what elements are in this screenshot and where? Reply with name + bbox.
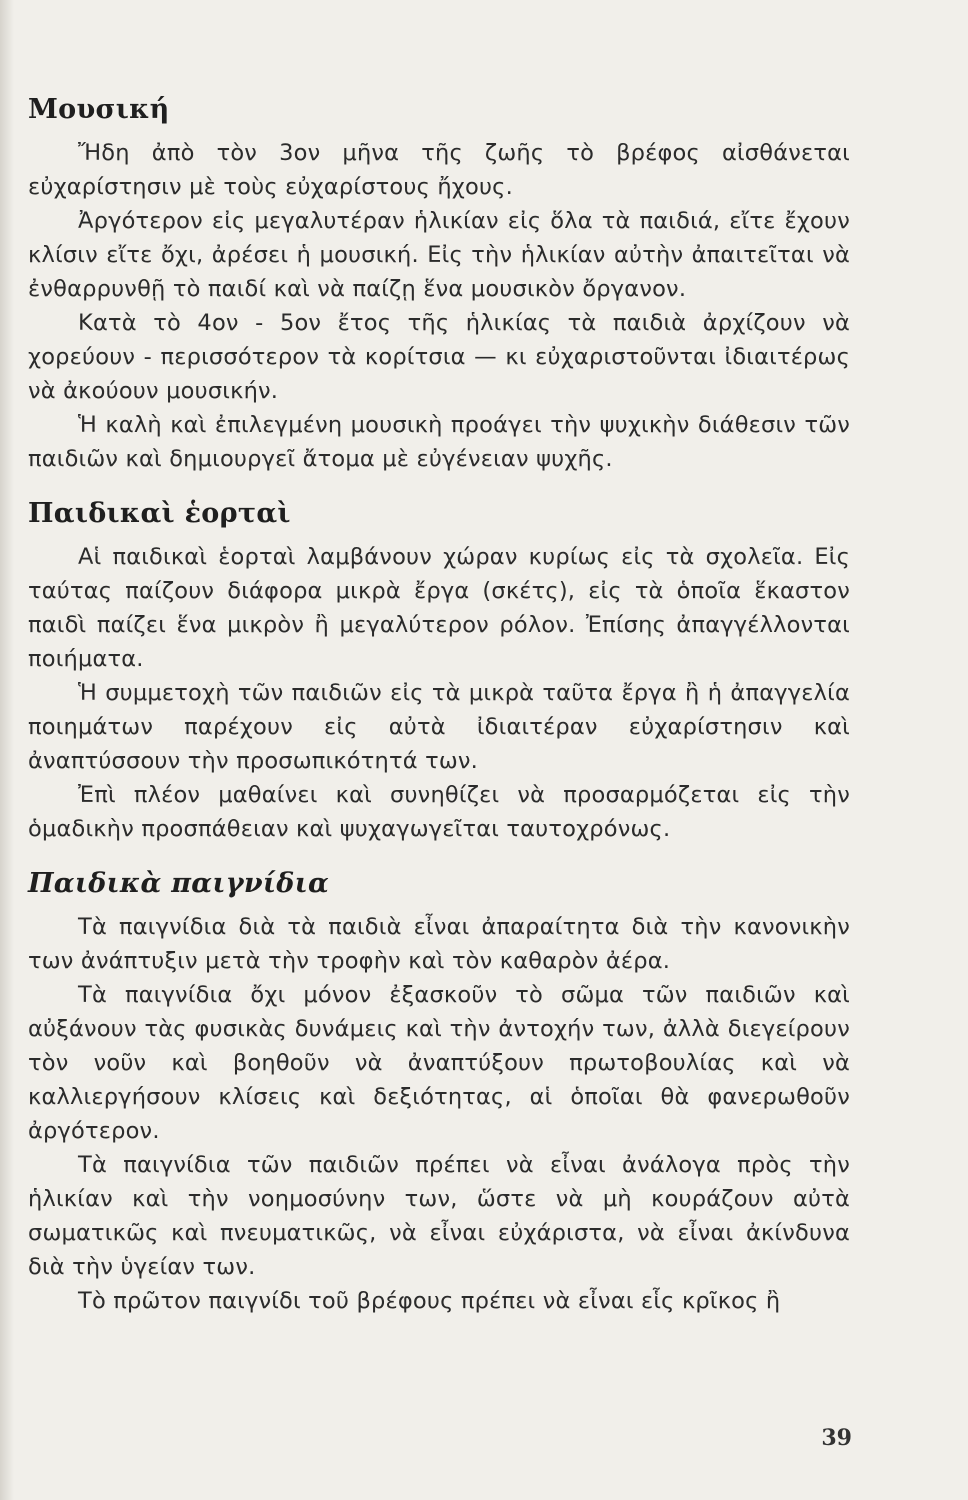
section-childrens-celebrations	[28, 496, 850, 846]
page-binding-shadow	[0, 0, 14, 1500]
section-childrens-games	[28, 866, 850, 1318]
page-number: 39	[821, 1425, 852, 1451]
page-body	[28, 92, 850, 1338]
paragraph: Ἡ καλὴ καὶ ἐπιλεγμένη μουσικὴ προάγει τὴν ψυχικὴν διάθεσιν τῶν παιδιῶν καὶ δημιουργεῖ ἄτομα μὲ εὐγένειαν ψυχῆς.	[28, 412, 850, 472]
paragraph: Ἤδη ἀπὸ τὸν 3ον μῆνα τῆς ζωῆς τὸ βρέφος αἰσθάνεται εὐχαρίστησιν μὲ τοὺς εὐχαρίστους ἤχους.	[28, 140, 850, 200]
paragraph: Τὸ πρῶτον παιγνίδι τοῦ βρέφους πρέπει νὰ εἶναι εἷς κρῖκος ἢ	[78, 1288, 781, 1314]
paragraph: Τὰ παιγνίδια διὰ τὰ παιδιὰ εἶναι ἀπαραίτητα διὰ τὴν κανονικὴν των ἀνάπτυξιν μετὰ τὴν τροφὴν καὶ τὸν καθαρὸν ἀέρα.	[28, 914, 850, 974]
section-music	[28, 92, 850, 476]
paragraph: Ἐπὶ πλέον μαθαίνει καὶ συνηθίζει νὰ προσαρμόζεται εἰς τὴν ὁμαδικὴν προσπάθειαν καὶ ψυχαγωγεῖται ταυτοχρόνως.	[28, 782, 850, 842]
paragraph: Αἱ παιδικαὶ ἑορταὶ λαμβάνουν χώραν κυρίως εἰς τὰ σχολεῖα. Εἰς ταύτας παίζουν διάφορα μικρὰ ἔργα (σκέτς), εἰς τὰ ὁποῖα ἕκαστον παιδὶ παίζει ἕνα μικρὸν ἢ μεγαλύτερον ρόλον. Ἐπίσης ἀπαγγέλλονται ποιήματα.	[28, 544, 850, 672]
paragraph: Ἡ συμμετοχὴ τῶν παιδιῶν εἰς τὰ μικρὰ ταῦτα ἔργα ἢ ἡ ἀπαγγελία ποιημάτων παρέχουν εἰς αὐτὰ ἰδιαιτέραν εὐχαρίστησιν καὶ ἀναπτύσσουν τὴν προσωπικότητά των.	[28, 680, 850, 774]
paragraph: Ἀργότερον εἰς μεγαλυτέραν ἡλικίαν εἰς ὅλα τὰ παιδιά, εἴτε ἔχουν κλίσιν εἴτε ὄχι, ἀρέσει ἡ μουσική. Εἰς τὴν ἡλικίαν αὐτὴν ἀπαιτεῖται νὰ ἐνθαρρυνθῇ τὸ παιδί καὶ νὰ παίζῃ ἕνα μουσικὸν ὄργανον.	[28, 208, 850, 302]
paragraph: Τὰ παιγνίδια τῶν παιδιῶν πρέπει νὰ εἶναι ἀνάλογα πρὸς τὴν ἡλικίαν καὶ τὴν νοημοσύνην των, ὥστε νὰ μὴ κουράζουν αὐτὰ σωματικῶς καὶ πνευματικῶς, νὰ εἶναι εὐχάριστα, νὰ εἶναι ἀκίνδυνα διὰ τὴν ὑγείαν των.	[28, 1152, 850, 1280]
paragraph: Κατὰ τὸ 4ον - 5ον ἔτος τῆς ἡλικίας τὰ παιδιὰ ἀρχίζουν νὰ χορεύουν - περισσότερον τὰ κορίτσια — κι εὐχαριστοῦνται ἰδιαιτέρως νὰ ἀκούουν μουσικήν.	[28, 310, 850, 404]
paragraph: Τὰ παιγνίδια ὄχι μόνον ἐξασκοῦν τὸ σῶμα τῶν παιδιῶν καὶ αὐξάνουν τὰς φυσικὰς δυνάμεις καὶ τὴν ἀντοχήν των, ἀλλὰ διεγείρουν τὸν νοῦν καὶ βοηθοῦν νὰ ἀναπτύξουν πρωτοβουλίας καὶ νὰ καλλιεργήσουν κλίσεις καὶ δεξιότητας, αἱ ὁποῖαι θὰ φανερωθοῦν ἀργότερον.	[28, 982, 850, 1144]
section-heading-music: Μουσική	[28, 94, 170, 125]
section-heading-celebrations: Παιδικαὶ ἑορταὶ	[28, 498, 291, 529]
section-heading-games: Παιδικὰ παιγνίδια	[28, 868, 330, 899]
